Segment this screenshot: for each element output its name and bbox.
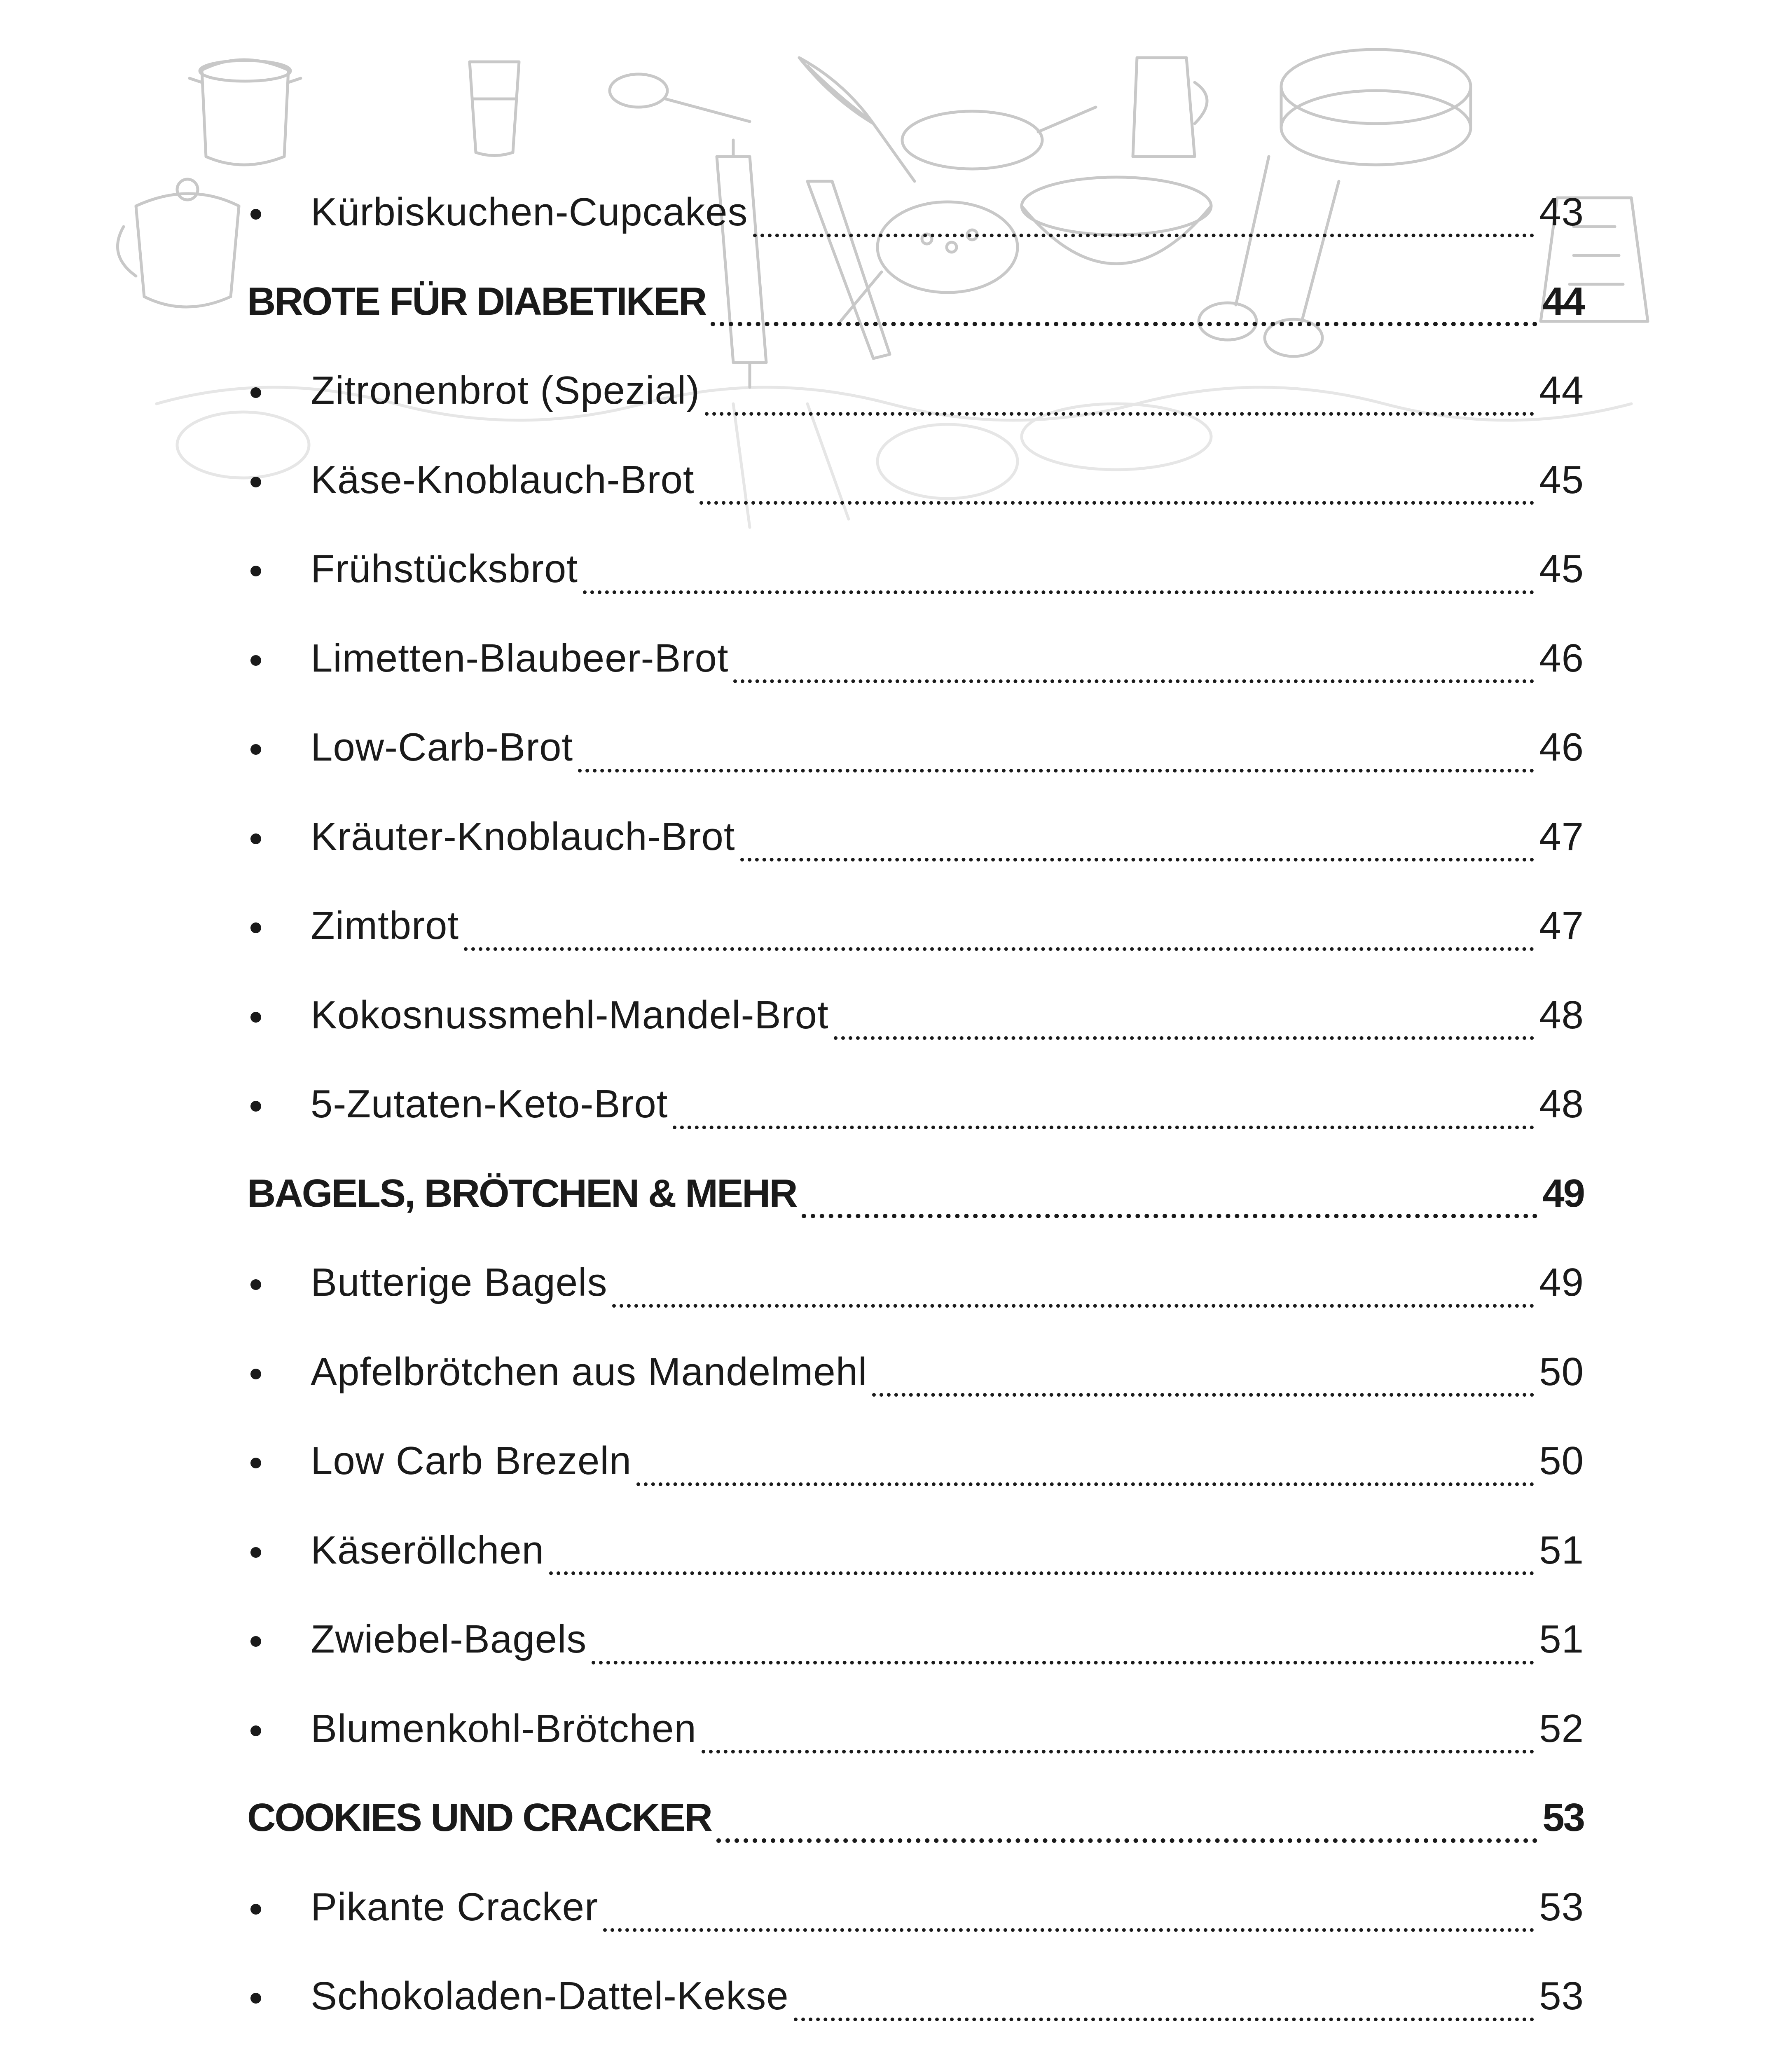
bullet-icon — [250, 655, 261, 666]
toc-title: Zitronenbrot (Spezial) — [311, 368, 700, 413]
dot-leader — [592, 1661, 1534, 1664]
dot-leader — [733, 679, 1534, 683]
toc-entry[interactable] — [247, 1506, 1584, 1595]
toc-title: Käseröllchen — [311, 1528, 544, 1572]
bullet-icon — [250, 833, 261, 844]
bullet-icon — [250, 387, 261, 398]
toc-entry[interactable] — [247, 792, 1584, 882]
dot-leader — [794, 2018, 1535, 2021]
bullet-icon — [250, 1904, 261, 1915]
bullet-icon — [250, 1101, 261, 1112]
toc-title: Blumenkohl-Brötchen — [311, 1706, 697, 1751]
bullet-icon — [250, 1012, 261, 1023]
toc-page-number: 43 — [1539, 190, 1584, 234]
cake-tin-icon — [1281, 49, 1471, 165]
toc-entry[interactable] — [247, 1238, 1584, 1327]
toc-entry[interactable] — [247, 1060, 1584, 1149]
toc-title: Kokosnussmehl-Mandel-Brot — [311, 993, 829, 1037]
toc-title: Limetten-Blaubeer-Brot — [311, 636, 729, 680]
toc-title: Käse-Knoblauch-Brot — [311, 457, 695, 502]
dot-leader — [740, 858, 1535, 861]
bullet-icon — [250, 1547, 261, 1558]
bullet-icon — [250, 477, 261, 487]
dot-leader — [464, 947, 1534, 951]
dot-leader — [802, 1214, 1538, 1218]
toc-page-number: 46 — [1539, 725, 1584, 770]
dot-leader — [834, 1036, 1535, 1040]
toc-entry[interactable] — [247, 1863, 1584, 1952]
toc-page-number: 50 — [1539, 1439, 1584, 1483]
toc-page-number: 53 — [1539, 1974, 1584, 2018]
toc-title: Kürbiskuchen-Cupcakes — [311, 190, 748, 234]
toc-title: COOKIES UND CRACKER — [247, 1795, 712, 1840]
toc-entry[interactable] — [247, 1952, 1584, 2041]
dot-leader — [549, 1571, 1534, 1575]
toc-entry[interactable] — [247, 2041, 1584, 2060]
toc-title: 5-Zutaten-Keto-Brot — [311, 1082, 668, 1126]
jug-icon — [1133, 58, 1207, 157]
bullet-icon — [250, 1993, 261, 2004]
toc-title: BAGELS, BRÖTCHEN & MEHR — [247, 1171, 797, 1215]
toc-page-number: 44 — [1539, 368, 1584, 413]
toc-page-number: 51 — [1539, 1617, 1584, 1662]
dot-leader — [702, 1750, 1534, 1753]
dot-leader — [753, 234, 1535, 237]
toc-entry[interactable] — [247, 1327, 1584, 1417]
whisk-icon — [799, 58, 915, 181]
toc-title: Zwiebel-Bagels — [311, 1617, 587, 1662]
toc-section-heading[interactable] — [247, 1149, 1584, 1238]
dot-leader — [705, 412, 1534, 416]
toc-page-number: 44 — [1542, 279, 1584, 323]
toc-page-number: 53 — [1542, 1795, 1584, 1840]
toc-page-number: 45 — [1539, 547, 1584, 591]
toc-title: Schokoladen-Dattel-Kekse — [311, 1974, 789, 2018]
bullet-icon — [250, 209, 261, 220]
dot-leader — [636, 1482, 1534, 1486]
toc-entry[interactable] — [247, 971, 1584, 1060]
dot-leader — [673, 1126, 1534, 1129]
glass-icon — [470, 62, 519, 156]
toc-title: Low Carb Brezeln — [311, 1439, 632, 1483]
toc-section-heading[interactable] — [247, 257, 1584, 346]
toc-section-heading[interactable] — [247, 1773, 1584, 1863]
bullet-icon — [250, 1725, 261, 1736]
bullet-icon — [250, 744, 261, 755]
toc-page-number: 45 — [1539, 457, 1584, 502]
toc-title: Kräuter-Knoblauch-Brot — [311, 814, 735, 859]
toc-page-number: 50 — [1539, 1349, 1584, 1394]
bullet-icon — [250, 922, 261, 933]
toc-page-number: 47 — [1539, 904, 1584, 948]
toc-page-number: 52 — [1539, 1706, 1584, 1751]
toc-entry[interactable] — [247, 346, 1584, 435]
bullet-icon — [250, 1279, 261, 1290]
bullet-icon — [250, 566, 261, 576]
dot-leader — [583, 590, 1534, 594]
toc-page-number: 51 — [1539, 1528, 1584, 1572]
bullet-icon — [250, 1369, 261, 1379]
kettle-icon — [117, 179, 239, 307]
toc-title: Apfelbrötchen aus Mandelmehl — [311, 1349, 868, 1394]
toc-title: BROTE FÜR DIABETIKER — [247, 279, 706, 323]
toc-entry[interactable] — [247, 1595, 1584, 1684]
toc-title: Low-Carb-Brot — [311, 725, 573, 770]
bullet-icon — [250, 1636, 261, 1647]
toc-page-number: 48 — [1539, 993, 1584, 1037]
toc-entry[interactable] — [247, 524, 1584, 614]
dot-leader — [872, 1393, 1534, 1397]
toc-entry[interactable] — [247, 1684, 1584, 1774]
dot-leader — [578, 769, 1534, 772]
spoon-icon — [610, 74, 750, 122]
dot-leader — [699, 501, 1535, 505]
toc-title: Pikante Cracker — [311, 1884, 598, 1929]
toc-page-number: 53 — [1539, 1884, 1584, 1929]
toc-title: Butterige Bagels — [311, 1260, 608, 1305]
toc-title: Frühstücksbrot — [311, 547, 578, 591]
dot-leader — [612, 1304, 1534, 1308]
toc-entry[interactable] — [247, 614, 1584, 703]
pan-icon — [902, 107, 1096, 169]
toc-page-number: 47 — [1539, 814, 1584, 859]
dot-leader — [711, 322, 1537, 326]
toc-page-number: 48 — [1539, 1082, 1584, 1126]
toc-page-number: 49 — [1542, 1171, 1584, 1215]
toc-page-number: 49 — [1539, 1260, 1584, 1305]
toc-page-number: 46 — [1539, 636, 1584, 680]
toc-title: Zimtbrot — [311, 904, 459, 948]
pot-icon — [189, 60, 301, 165]
dot-leader — [716, 1838, 1537, 1843]
toc-entry[interactable] — [247, 1416, 1584, 1506]
dot-leader — [603, 1928, 1534, 1932]
toc-entry[interactable] — [247, 168, 1584, 257]
toc-entry[interactable] — [247, 881, 1584, 971]
toc-entry[interactable] — [247, 435, 1584, 525]
bullet-icon — [250, 1458, 261, 1468]
toc-entry[interactable] — [247, 703, 1584, 792]
table-of-contents — [247, 168, 1584, 2060]
